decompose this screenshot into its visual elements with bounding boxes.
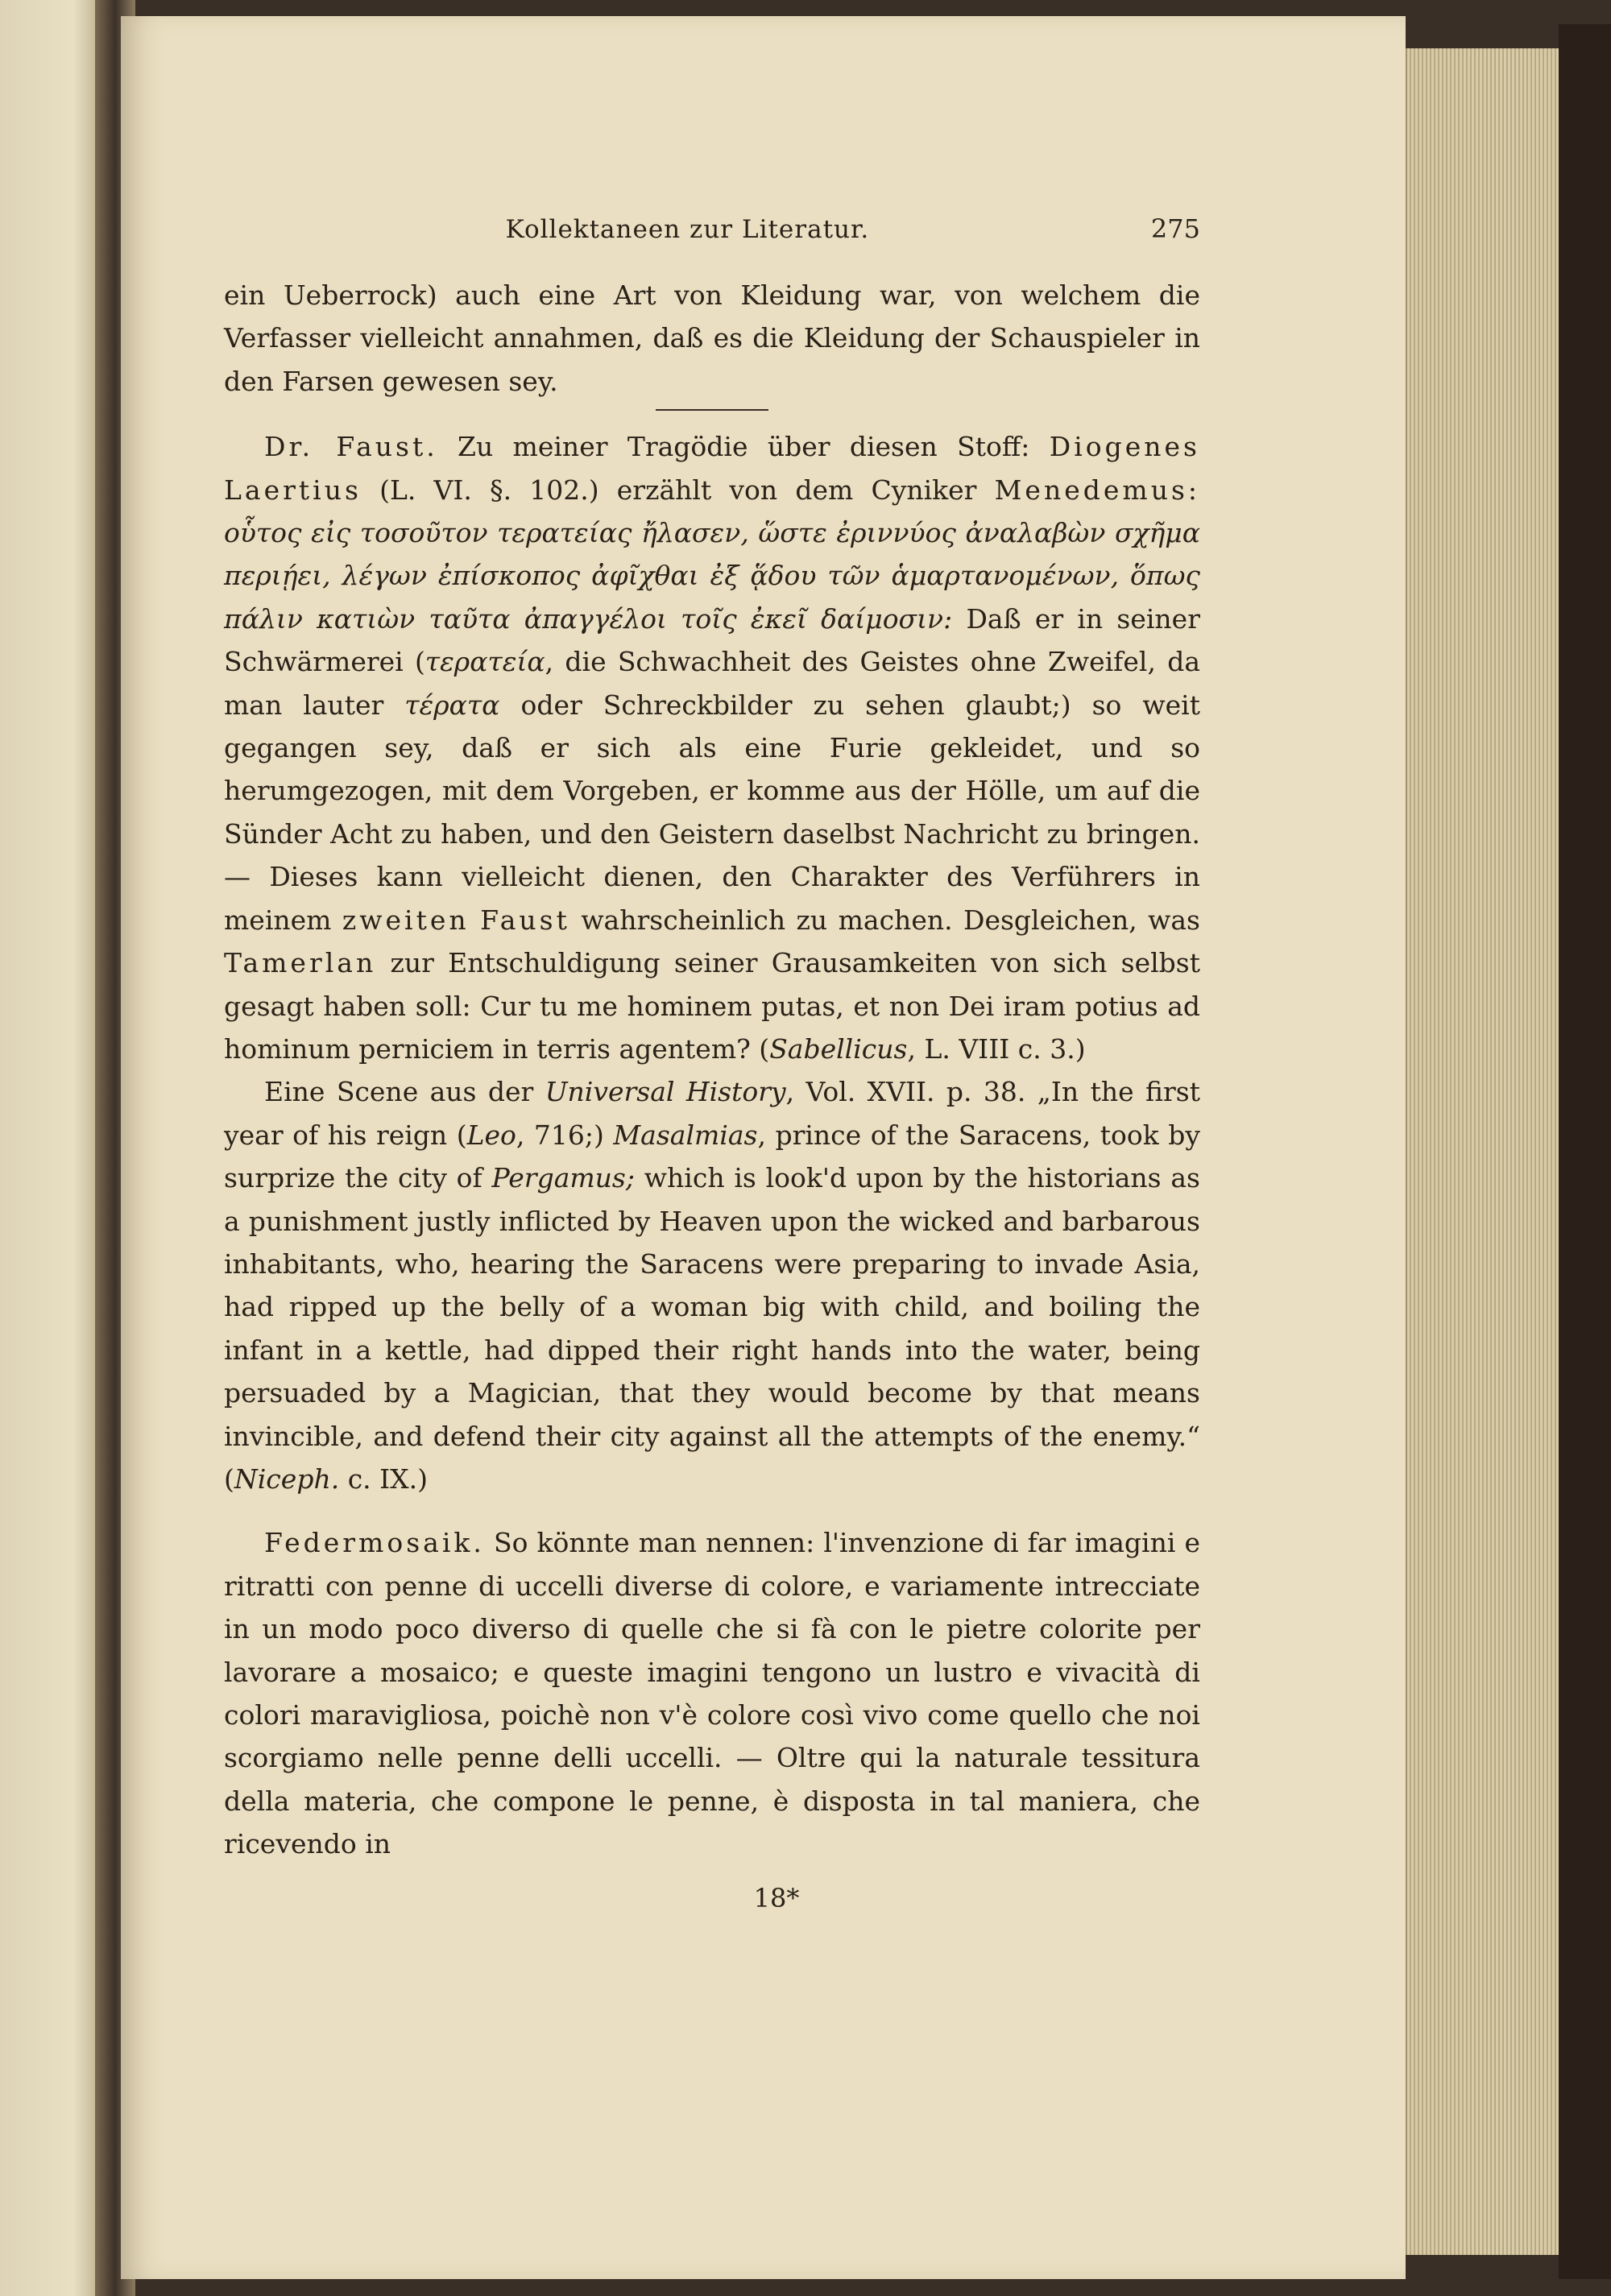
person-name: Masalmias bbox=[613, 1119, 758, 1151]
book-cover-edge bbox=[1559, 24, 1611, 2279]
source-title: Sabellicus bbox=[769, 1032, 908, 1065]
section-rule bbox=[656, 409, 768, 411]
paragraph-federmosaik bbox=[224, 1521, 1200, 1865]
emphasis-word: Faust bbox=[480, 904, 570, 936]
entry-intro: So könnte man nennen: bbox=[493, 1527, 815, 1559]
person-name: Leo bbox=[466, 1119, 516, 1151]
page-text bbox=[224, 208, 1200, 1920]
paragraph-text: ein Ueberrock) auch eine Art von Kleidung war, von welchem die Verfasser vielleicht annahmen, daß es die Kleidung der Schauspieler in den Farsen gewesen sey. bbox=[224, 279, 1200, 397]
author-name: Diogenes Laertius bbox=[224, 431, 1200, 506]
text-run: wahrscheinlich zu machen. Desgleichen, was bbox=[581, 904, 1200, 936]
entry-intro: Zu meiner Tragödie über diesen Stoff: bbox=[458, 431, 1030, 463]
citation: c. IX.) bbox=[347, 1462, 429, 1495]
text-run: Daß er in seiner Schwärmerei ( bbox=[224, 602, 1200, 678]
page-edges bbox=[1406, 48, 1560, 2255]
paragraph-scene bbox=[224, 1070, 1200, 1500]
text-run: erzählt von dem Cyniker bbox=[616, 474, 977, 506]
citation: , Vol. XVII. p. 38. bbox=[785, 1076, 1026, 1108]
text-run: , die Schwachheit des Geistes ohne Zweifel, da man lauter bbox=[224, 646, 1200, 721]
paragraph-gap bbox=[224, 1500, 1200, 1521]
running-head bbox=[224, 208, 1200, 256]
source-title: Niceph. bbox=[234, 1462, 340, 1495]
citation: , L. VIII c. 3.) bbox=[907, 1032, 1086, 1065]
text-run: oder Schreckbilder zu sehen glaubt;) so weit gegangen sey, daß er sich als eine Furie gekleidet, und so herumgezogen, mit dem Vorgeben, er komme aus der Hölle, um auf die Sünder Acht zu haben, und den Geistern daselbst Nachricht zu bringen. — Dieses kann vielleicht dienen, den Charakter des Verführers in meinem bbox=[224, 689, 1200, 936]
place-name: Pergamus; bbox=[491, 1162, 635, 1194]
facing-page-edge bbox=[0, 0, 105, 2296]
italian-quotation: l'invenzione di far imagini e ritratti con penne di uccelli diverse di colore, e variamente intrecciate in un modo poco diverso di quelle che si fà con le pietre colorite per lavorare a mosaico; e queste imagini tengono un lustro e vivacità di colori maravigliosa, poichè non v'è colore così vivo come quello che noi scorgiamo nelle penne delli uccelli. — Oltre qui la naturale tessitura della materia, che compone le penne, è disposta in tal maniera, che ricevendo in bbox=[224, 1527, 1201, 1860]
emphasis-word: zweiten bbox=[342, 904, 470, 936]
entry-heading: Dr. Faust. bbox=[264, 431, 438, 463]
citation: (L. VI. §. 102.) bbox=[379, 474, 599, 506]
english-quotation: , 716;) bbox=[516, 1119, 604, 1151]
greek-quotation: οὗτος εἰς τοσοῦτον τερατείας ἤλασεν, ὥστε ἐριννύος ἀναλαβὼν σχῆμα περιῄει, λέγων ἐπίσκοπος ἀφῖχθαι ἐξ ᾅδου τῶν ἁμαρτανομένων, ὅπως πάλιν κατιὼν ταῦτα ἀπαγγέλοι τοῖς ἐκεῖ δαίμοσιν: bbox=[224, 517, 1200, 635]
person-name: Menedemus: bbox=[994, 474, 1200, 506]
signature-mark: 18* bbox=[753, 1882, 800, 1913]
text-run: Eine Scene aus der bbox=[264, 1076, 534, 1108]
greek-word: τέρατα bbox=[404, 689, 500, 721]
text-run: zur Entschuldigung seiner Grausamkeiten von sich selbst gesagt haben soll: bbox=[224, 947, 1200, 1022]
english-quotation: which is look'd upon by the historians as a punishment justly inflicted by Heaven upon the wicked and barbarous inhabitants, who, hearing the Saracens were preparing to invade Asia, had ripped up the belly of a woman big with child, and boiling the infant in a kettle, had dipped their right hands into the water, being persuaded by a Magician, that they would become by that means invincible, and defend their city against all the attempts of the enemy.“ ( bbox=[224, 1162, 1200, 1495]
person-name: Tamerlan bbox=[224, 947, 377, 979]
paragraph-faust: Dr. Faust. Zu meiner Tragödie über diesen Stoff: Diogenes Laertius (L. VI. §. 102.) erzählt von dem Cyniker Menedemus: οὗτος εἰς τοσοῦτον τερατείας ἤλασεν, ὥστε ἐριννύος ἀναλαβὼν σχῆμα περιῄει, λέγων ἐπίσκοπος ἀφῖχθαι ἐξ ᾅδου τῶν ἁμαρτανομένων, ὅπως πάλιν κατιὼν ταῦτα ἀπαγγέλοι τοῖς ἐκεῖ δαίμοσιν: Daß er in seiner Schwärmerei (τερατεία, die Schwachheit des Geistes ohne Zweifel, da man lauter τέρατα oder Schreckbilder zu sehen glaubt;) so weit gegangen sey, daß er sich als eine Furie gekleidet, und so herumgezogen, mit dem Vorgeben, er komme aus der Hölle, um auf die Sünder Acht zu haben, und den Geistern daselbst Nachricht zu bringen. — Dieses kann vielleicht dienen, den Charakter des Verführers in meinem zweiten Faust wahrscheinlich zu machen. Desgleichen, was Tamerlan zur Entschuldigung seiner Grausamkeiten von sich selbst gesagt haben soll: Cur tu me hominem putas, et non Dei iram potius ad hominum perniciem in terris agentem? (Sabellicus, L. VIII c. 3.) bbox=[224, 431, 1200, 1065]
paragraph-continuation bbox=[224, 274, 1200, 403]
latin-quotation: Cur tu me hominem putas, et non Dei iram potius ad hominum perniciem in terris agentem? bbox=[224, 990, 1200, 1065]
entry-heading: Federmosaik. bbox=[264, 1527, 485, 1559]
running-title: Kollektaneen zur Literatur. bbox=[505, 215, 870, 244]
english-quotation: „In the first year of his reign ( bbox=[224, 1076, 1200, 1151]
page-number: 275 bbox=[1150, 213, 1200, 244]
source-title: Universal History bbox=[545, 1076, 786, 1108]
english-quotation: , prince of the Saracens, took by surprize the city of bbox=[224, 1119, 1201, 1194]
greek-word: τερατεία bbox=[424, 646, 545, 678]
